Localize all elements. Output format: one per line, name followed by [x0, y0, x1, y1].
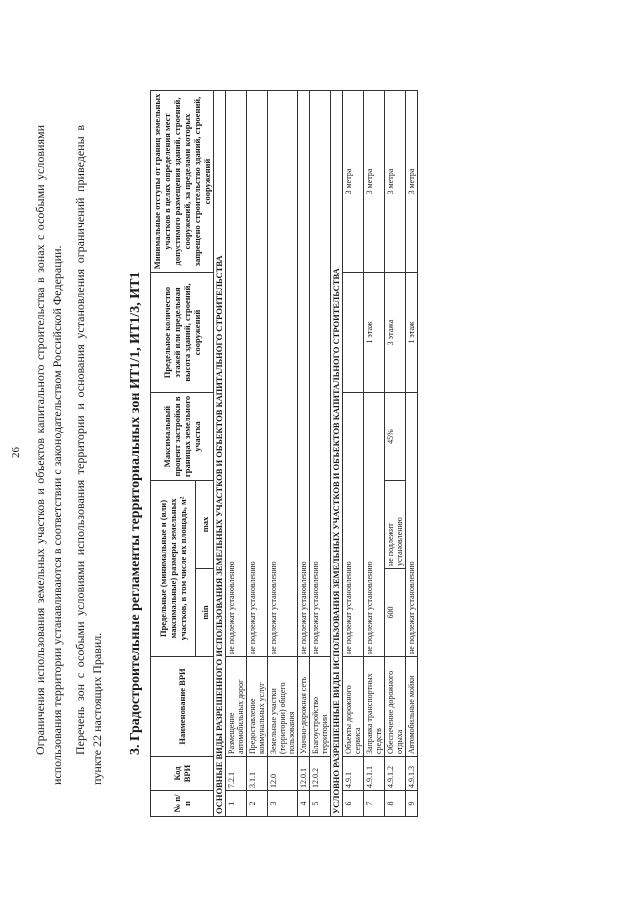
cell-code: 4.9.1.2 [385, 757, 406, 791]
cell-num: 1 [226, 791, 247, 817]
header-name: Наименование ВРИ [151, 657, 214, 757]
table-row [247, 91, 268, 817]
cell-code: 7.2.1 [226, 757, 247, 791]
table-row [385, 91, 406, 817]
cell-floors: 1 этаж [406, 273, 418, 393]
header-size: Предельные (минимальные и (или) максимальные) размеры земельных участков, в том числе их площадь, м² [151, 481, 196, 657]
page-number: 26 [10, 447, 22, 458]
header-max: max [196, 481, 214, 569]
paragraph-zones-list: Перечень зон с особыми условиями использования территории и основания установления ограничений приведены в пункте 22 настоящих Правил. [73, 125, 104, 785]
cell-not-subject: не подлежат установлению [247, 91, 268, 657]
cell-code: 3.1.1 [247, 757, 268, 791]
cell-floors: 1 этаж [364, 273, 385, 393]
section-main-label: ОСНОВНЫЕ ВИДЫ РАЗРЕШЕННОГО ИСПОЛЬЗОВАНИЯ ЗЕМЕЛЬНЫХ УЧАСТКОВ И ОБЪЕКТОВ КАПИТАЛЬНОГО СТРОИТЕЛЬСТВА [214, 91, 226, 817]
table-header-row [151, 91, 196, 817]
cell-num: 4 [298, 791, 310, 817]
cell-name: Предоставление коммунальных услуг [247, 657, 268, 757]
cell-not-subject: не подлежат установлению [343, 393, 364, 657]
cell-num: 5 [310, 791, 331, 817]
cell-not-subject: не подлежат установлению [268, 91, 298, 657]
cell-not-subject: не подлежат установлению [298, 91, 310, 657]
cell-floors: 3 этажа [385, 273, 406, 393]
table-row [364, 91, 385, 817]
cell-num: 9 [406, 791, 418, 817]
header-percent: Максимальный процент застройки в границах земельного участка [151, 393, 214, 481]
cell-not-subject: не подлежат установлению [406, 393, 418, 657]
cell-code: 12.0 [268, 757, 298, 791]
cell-floors [343, 273, 364, 393]
cell-num: 2 [247, 791, 268, 817]
table-row [226, 91, 247, 817]
section-title: 3. Градостроительные регламенты территориальных зон ИТ1/1, ИТ1/3, ИТ1 [128, 271, 143, 755]
cell-num: 8 [385, 791, 406, 817]
cell-not-subject: не подлежат установлению [364, 393, 385, 657]
regulations-table [150, 90, 418, 817]
section-conditional-label: УСЛОВНО РАЗРЕШЕННЫЕ ВИДЫ ИСПОЛЬЗОВАНИЯ ЗЕМЕЛЬНЫХ УЧАСТКОВ И ОБЪЕКТОВ КАПИТАЛЬНОГО СТРОИТЕЛЬСТВА [331, 91, 343, 817]
paragraph-restrictions: Ограничения использования земельных участков и объектов капитального строительства в зонах с особыми условиями использования территории устанавливаются в соответствии с законодательством Российской Федерации. [33, 125, 64, 785]
table-row [406, 91, 418, 817]
cell-name: Обеспечение дорожного отдыха [385, 657, 406, 757]
header-num: № п/п [151, 791, 214, 817]
cell-name: Благоустройство территории [310, 657, 331, 757]
cell-name: Размещение автомобильных дорог [226, 657, 247, 757]
cell-not-subject: не подлежат установлению [226, 91, 247, 657]
cell-name: Заправка транспортных средств [364, 657, 385, 757]
cell-code: 12.0.2 [310, 757, 331, 791]
cell-name: Автомобильные мойки [406, 657, 418, 757]
section-row-main [214, 91, 226, 817]
header-code: Код ВРИ [151, 757, 214, 791]
cell-setback: 3 метра [364, 91, 385, 273]
cell-code: 4.9.1.3 [406, 757, 418, 791]
cell-num: 3 [268, 791, 298, 817]
cell-code: 12.0.1 [298, 757, 310, 791]
cell-min: 600 [385, 569, 406, 657]
header-floors: Предельное количество этажей или предельная высота зданий, строений, сооружений [151, 273, 214, 393]
header-setback: Минимальные отступы от границ земельных участков в целях определения мест допустимого размещения зданий, строений, сооружений, за пределами которых запрещено строительство зданий, строений, сооружений [151, 91, 214, 273]
cell-name: Земельные участки (территории) общего пользования [268, 657, 298, 757]
cell-name: Объекты дорожного сервиса [343, 657, 364, 757]
table-row [268, 91, 298, 817]
cell-num: 7 [364, 791, 385, 817]
cell-setback: 3 метра [343, 91, 364, 273]
table-row [310, 91, 331, 817]
cell-name: Улично-дорожная сеть [298, 657, 310, 757]
cell-max: не подлежит установлению [385, 481, 406, 569]
cell-setback: 3 метра [385, 91, 406, 273]
cell-setback: 3 метра [406, 91, 418, 273]
cell-percent: 45% [385, 393, 406, 481]
cell-code: 4.9.1.1 [364, 757, 385, 791]
table-row [298, 91, 310, 817]
section-row-conditional [331, 91, 343, 817]
header-min: min [196, 569, 214, 657]
cell-num: 6 [343, 791, 364, 817]
table-row [343, 91, 364, 817]
cell-code: 4.9.1 [343, 757, 364, 791]
cell-not-subject: не подлежат установлению [310, 91, 331, 657]
